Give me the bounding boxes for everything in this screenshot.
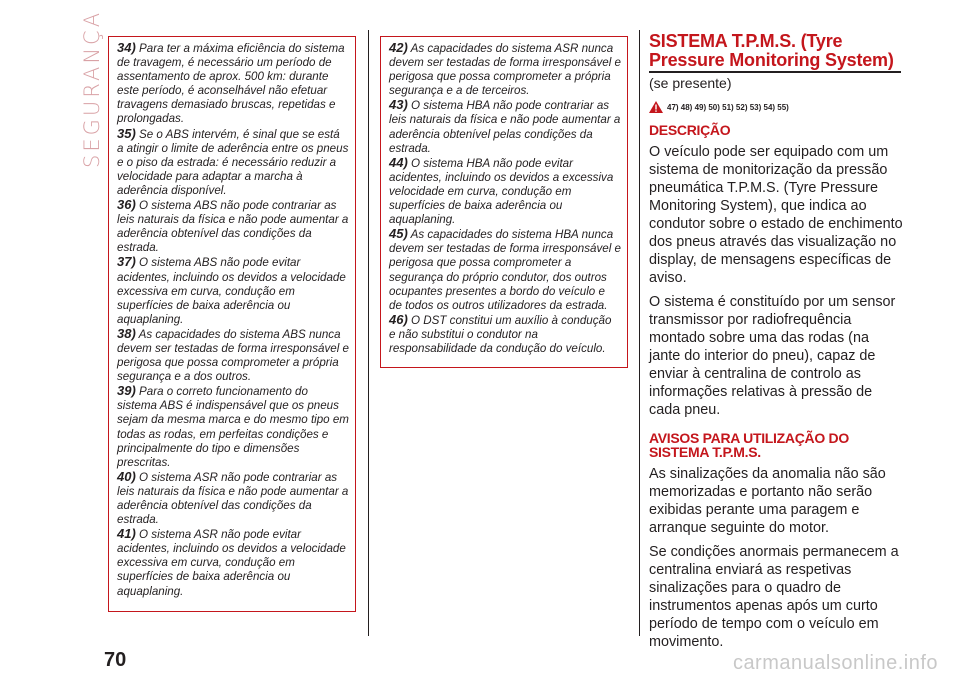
heading-line: SISTEMA T.P.M.S.: [649, 444, 761, 460]
warning-item: [389, 156, 621, 227]
warning-number: 34): [117, 40, 136, 55]
tpms-section: [649, 32, 903, 651]
usage-warnings-heading: [649, 431, 903, 459]
warning-text: O sistema HBA não pode evitar acidentes, incluindo os devidos a excessiva velocidade em curva, condução em superfícies de baixa aderência ou aquaplaning.: [389, 156, 614, 227]
warning-item: [389, 98, 621, 155]
warning-number: 41): [117, 526, 136, 542]
warning-text: O sistema ASR não pode contrariar as leis naturais da física e não pode aumentar a aderência obtenível das condições da estrada.: [117, 470, 349, 527]
warning-text: As capacidades do sistema ASR nunca devem ser testadas de forma irresponsável e perigosa que possa comprometer a própria segurança e a de terceiros.: [389, 42, 621, 98]
section-side-tab: [30, 9, 104, 168]
warning-text: O DST constitui um auxílio à condução e não substitui o condutor na responsabilidade da condução do veículo.: [389, 313, 612, 355]
warning-reference-numbers: 47) 48) 49) 50) 51) 52) 53) 54) 55): [667, 102, 789, 112]
section-title: [649, 32, 903, 70]
warning-triangle-icon: [649, 101, 663, 113]
warning-text: Se o ABS intervém, é sinal que se está a atingir o limite de aderência entre os pneus e o piso da estrada: é necessário reduzir a velocidade para adaptar a marcha à aderência disponível.: [117, 127, 349, 197]
warning-number: 42): [389, 40, 408, 55]
warning-item: [117, 198, 349, 255]
warning-text: As capacidades do sistema ABS nunca devem ser testadas de forma irresponsável e perigosa que possa comprometer a própria segurança e a dos outros.: [117, 327, 349, 384]
watermark: carmanualsonline.info: [732, 652, 938, 674]
warning-number: 45): [389, 226, 408, 242]
warning-references: [649, 101, 903, 113]
section-side-tab-label: SEGURANÇA: [80, 9, 104, 168]
warnings-box-middle: [380, 36, 628, 368]
section-subtitle: (se presente): [649, 75, 732, 91]
column-divider: [368, 30, 369, 636]
warning-number: 36): [117, 197, 136, 213]
title-underline: [649, 71, 901, 73]
warning-item: [389, 227, 621, 313]
section-title-line: SISTEMA T.P.M.S. (Tyre: [649, 31, 843, 51]
warning-text: O sistema ABS não pode evitar acidentes, incluindo os devidos a velocidade excessiva em curva, condução em superfícies de baixa aderência ou aquaplaning.: [117, 256, 346, 326]
warning-text: O sistema ASR não pode evitar acidentes, incluindo os devidos a velocidade excessiva em curva, condução em superfícies de baixa aderência ou aquaplaning.: [117, 528, 346, 598]
warnings-box-left: [108, 36, 356, 612]
warning-number: 43): [389, 97, 408, 113]
description-paragraph: O sistema é constituído por um sensor transmissor por radiofrequência montado sobre uma das rodas (na jante do interior do pneu), capaz de enviar à centralina de controlo as informações relativas à pressão de cada pneu.: [649, 294, 896, 418]
warning-text: Para o correto funcionamento do sistema ABS é indispensável que os pneus sejam da mesma marca e do mesmo tipo em todas as rodas, em perfeitas condições e principalmente do tipo e dimensões prescritas.: [117, 385, 349, 469]
warning-item: [389, 313, 621, 356]
warning-item: [117, 527, 349, 598]
usage-paragraph: Se condições anormais permanecem a centralina enviará as respetivas sinalizações para o quadro de instrumentos apenas após um curto período de tempo com o veículo em movimento.: [649, 544, 899, 650]
description-heading: DESCRIÇÃO: [649, 122, 731, 138]
description-paragraph: O veículo pode ser equipado com um sistema de monitorização da pressão pneumática T.P.M.S. (Tyre Pressure Monitoring System), que indica ao condutor sobre o estado de enchimento dos pneus através das visualização no display, de mensagens específicas de aviso.: [649, 144, 903, 286]
warning-number: 39): [117, 383, 136, 399]
warning-item: [117, 470, 349, 527]
page-number: 70: [104, 649, 127, 671]
section-title-line: Pressure Monitoring System): [649, 50, 894, 70]
warning-item: [117, 127, 349, 198]
warning-number: 46): [389, 311, 408, 327]
warning-number: 38): [117, 325, 136, 341]
warning-item: [117, 327, 349, 384]
warning-number: 44): [389, 154, 408, 170]
usage-paragraph: As sinalizações da anomalia não são memorizadas e portanto não serão exibidas perante uma paragem e arranque seguinte do motor.: [649, 466, 886, 536]
warning-number: 37): [117, 254, 136, 270]
warning-text: Para ter a máxima eficiência do sistema de travagem, é necessário um período de assentamento de aprox. 500 km: durante este período, é aconselhável não efetuar travagens demasiado bruscas, repetidas e prolongadas.: [117, 42, 345, 126]
warning-text: O sistema HBA não pode contrariar as leis naturais da física e não pode aumentar a aderência obtenível pelas condições da estrada.: [389, 99, 621, 155]
warning-number: 40): [117, 468, 136, 484]
heading-line: AVISOS PARA UTILIZAÇÃO DO: [649, 430, 849, 446]
warning-item: [389, 41, 621, 98]
warning-text: O sistema ABS não pode contrariar as leis naturais da física e não pode aumentar a aderência obtenível das condições da estrada.: [117, 199, 349, 255]
warning-number: 35): [117, 125, 136, 141]
warning-text: As capacidades do sistema HBA nunca devem ser testadas de forma irresponsável e perigosa que possa comprometer a segurança do próprio condutor, dos outros ocupantes presentes a bordo do veículo e de todos os outros utilizadores da estrada.: [389, 228, 621, 312]
warning-item: [117, 384, 349, 470]
column-divider: [639, 30, 640, 636]
warning-item: [117, 255, 349, 326]
warning-item: [117, 41, 349, 127]
